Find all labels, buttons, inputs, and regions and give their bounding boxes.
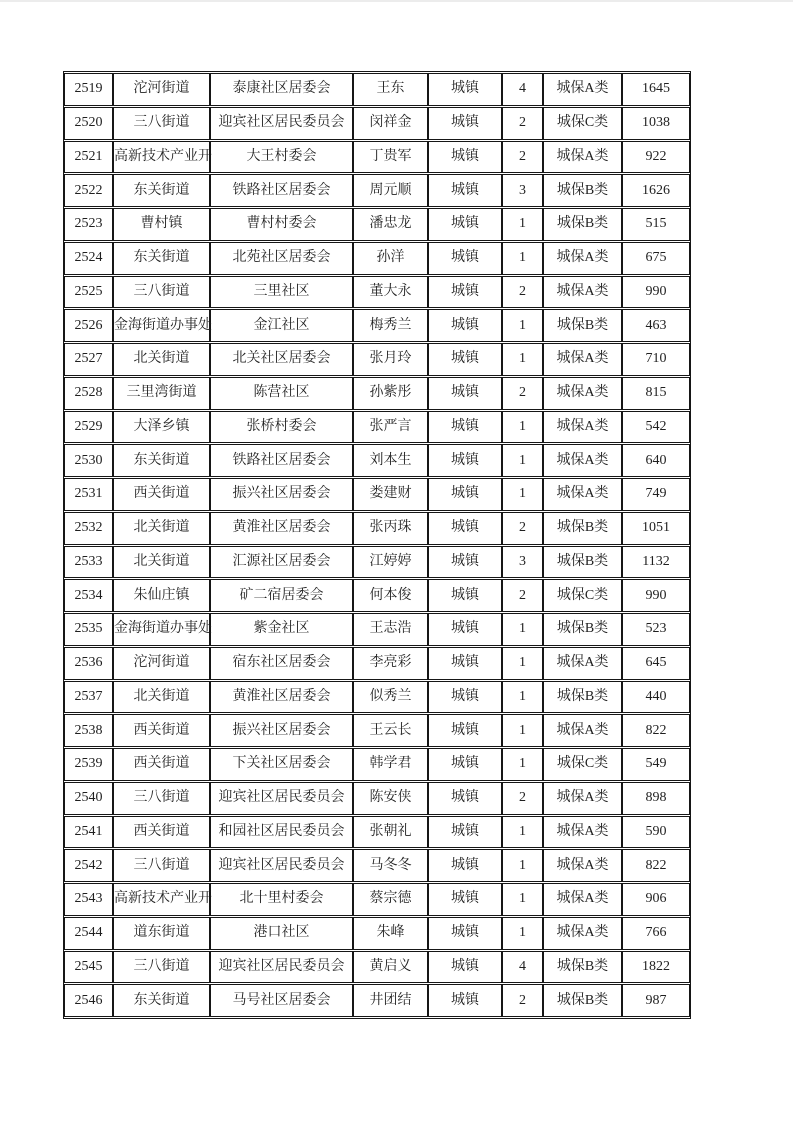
table-cell-count: 1 xyxy=(502,613,543,646)
table-cell-committee: 振兴社区居委会 xyxy=(210,714,353,747)
table-cell-id: 2545 xyxy=(64,951,113,984)
table-cell-id: 2526 xyxy=(64,309,113,342)
table-cell-category: 城保A类 xyxy=(543,73,622,106)
table-cell-street: 曹村镇 xyxy=(113,208,210,241)
table-cell-id: 2544 xyxy=(64,917,113,950)
table-cell-person: 王志浩 xyxy=(353,613,428,646)
table-cell-count: 2 xyxy=(502,512,543,545)
table-cell-amount: 645 xyxy=(622,647,690,680)
table-cell-street: 三八街道 xyxy=(113,849,210,882)
table-cell-hukou: 城镇 xyxy=(428,141,502,174)
table-cell-committee: 张桥村委会 xyxy=(210,411,353,444)
table-cell-committee: 和园社区居民委员会 xyxy=(210,816,353,849)
table-cell-person: 张严言 xyxy=(353,411,428,444)
table-cell-person: 孙紫彤 xyxy=(353,377,428,410)
table-cell-hukou: 城镇 xyxy=(428,951,502,984)
table-cell-id: 2519 xyxy=(64,73,113,106)
table-row xyxy=(64,816,690,849)
table-cell-person: 梅秀兰 xyxy=(353,309,428,342)
table-cell-amount: 542 xyxy=(622,411,690,444)
table-cell-person: 董大永 xyxy=(353,276,428,309)
table-cell-committee: 铁路社区居委会 xyxy=(210,174,353,207)
table-cell-committee: 陈营社区 xyxy=(210,377,353,410)
table-row xyxy=(64,849,690,882)
table-cell-category: 城保A类 xyxy=(543,647,622,680)
table-cell-person: 潘忠龙 xyxy=(353,208,428,241)
table-cell-committee: 三里社区 xyxy=(210,276,353,309)
table-cell-id: 2522 xyxy=(64,174,113,207)
table-cell-id: 2534 xyxy=(64,579,113,612)
table-cell-hukou: 城镇 xyxy=(428,73,502,106)
table-cell-street: 三八街道 xyxy=(113,782,210,815)
table-cell-person: 丁贵军 xyxy=(353,141,428,174)
table-cell-count: 1 xyxy=(502,917,543,950)
table-cell-count: 2 xyxy=(502,276,543,309)
table-cell-category: 城保B类 xyxy=(543,546,622,579)
table-row xyxy=(64,917,690,950)
table-cell-count: 2 xyxy=(502,107,543,140)
table-cell-amount: 906 xyxy=(622,883,690,916)
table-cell-hukou: 城镇 xyxy=(428,107,502,140)
table-cell-amount: 822 xyxy=(622,849,690,882)
table-cell-street: 大泽乡镇 xyxy=(113,411,210,444)
table-row xyxy=(64,309,690,342)
table-cell-person: 刘本生 xyxy=(353,444,428,477)
table-cell-count: 1 xyxy=(502,411,543,444)
table-cell-category: 城保B类 xyxy=(543,681,622,714)
table-cell-hukou: 城镇 xyxy=(428,849,502,882)
table-cell-category: 城保A类 xyxy=(543,444,622,477)
table-cell-person: 王东 xyxy=(353,73,428,106)
table-row xyxy=(64,647,690,680)
table-row xyxy=(64,984,690,1017)
table-cell-street: 西关街道 xyxy=(113,748,210,781)
table-cell-category: 城保B类 xyxy=(543,613,622,646)
table-row xyxy=(64,714,690,747)
table-cell-id: 2537 xyxy=(64,681,113,714)
table-cell-category: 城保B类 xyxy=(543,984,622,1017)
table-cell-count: 1 xyxy=(502,748,543,781)
table-cell-committee: 振兴社区居委会 xyxy=(210,478,353,511)
table-cell-count: 4 xyxy=(502,73,543,106)
table-cell-street: 北关街道 xyxy=(113,512,210,545)
table-cell-hukou: 城镇 xyxy=(428,613,502,646)
table-cell-amount: 1645 xyxy=(622,73,690,106)
table-cell-id: 2542 xyxy=(64,849,113,882)
table-cell-amount: 898 xyxy=(622,782,690,815)
table-cell-hukou: 城镇 xyxy=(428,208,502,241)
table-cell-hukou: 城镇 xyxy=(428,681,502,714)
table-cell-committee: 泰康社区居委会 xyxy=(210,73,353,106)
table-cell-person: 井团结 xyxy=(353,984,428,1017)
table-cell-street: 朱仙庄镇 xyxy=(113,579,210,612)
table-cell-committee: 马号社区居委会 xyxy=(210,984,353,1017)
table-cell-category: 城保B类 xyxy=(543,309,622,342)
table-cell-person: 张朝礼 xyxy=(353,816,428,849)
table-cell-committee: 迎宾社区居民委员会 xyxy=(210,782,353,815)
table-cell-committee: 黄淮社区居委会 xyxy=(210,681,353,714)
table-cell-street: 沱河街道 xyxy=(113,647,210,680)
table-cell-hukou: 城镇 xyxy=(428,984,502,1017)
table-cell-id: 2530 xyxy=(64,444,113,477)
table-cell-person: 似秀兰 xyxy=(353,681,428,714)
table-row xyxy=(64,883,690,916)
table-cell-count: 2 xyxy=(502,984,543,1017)
table-cell-amount: 987 xyxy=(622,984,690,1017)
table-cell-category: 城保A类 xyxy=(543,276,622,309)
table-cell-hukou: 城镇 xyxy=(428,512,502,545)
table-row xyxy=(64,613,690,646)
table-cell-amount: 590 xyxy=(622,816,690,849)
table-body xyxy=(64,73,690,1017)
table-cell-street: 三里湾街道 xyxy=(113,377,210,410)
table-cell-category: 城保C类 xyxy=(543,107,622,140)
table-cell-hukou: 城镇 xyxy=(428,816,502,849)
table-cell-person: 何本俊 xyxy=(353,579,428,612)
table-cell-id: 2533 xyxy=(64,546,113,579)
table-cell-id: 2543 xyxy=(64,883,113,916)
table-cell-category: 城保B类 xyxy=(543,951,622,984)
table-cell-category: 城保A类 xyxy=(543,343,622,376)
table-cell-person: 王云长 xyxy=(353,714,428,747)
table-cell-person: 江婷婷 xyxy=(353,546,428,579)
table-cell-street: 金海街道办事处 xyxy=(113,309,210,342)
table-cell-hukou: 城镇 xyxy=(428,174,502,207)
table-cell-committee: 黄淮社区居委会 xyxy=(210,512,353,545)
table-cell-amount: 922 xyxy=(622,141,690,174)
table-cell-hukou: 城镇 xyxy=(428,478,502,511)
table-cell-person: 李亮彩 xyxy=(353,647,428,680)
table-cell-street: 道东街道 xyxy=(113,917,210,950)
table-cell-count: 3 xyxy=(502,174,543,207)
table-cell-person: 闵祥金 xyxy=(353,107,428,140)
table-cell-hukou: 城镇 xyxy=(428,714,502,747)
table-cell-person: 娄建财 xyxy=(353,478,428,511)
table-cell-hukou: 城镇 xyxy=(428,276,502,309)
table-cell-hukou: 城镇 xyxy=(428,444,502,477)
table-cell-hukou: 城镇 xyxy=(428,411,502,444)
table-cell-category: 城保A类 xyxy=(543,883,622,916)
table-row xyxy=(64,782,690,815)
table-cell-committee: 金江社区 xyxy=(210,309,353,342)
table-cell-amount: 1132 xyxy=(622,546,690,579)
table-cell-person: 孙洋 xyxy=(353,242,428,275)
table-cell-street: 沱河街道 xyxy=(113,73,210,106)
table-cell-committee: 汇源社区居委会 xyxy=(210,546,353,579)
table-cell-amount: 815 xyxy=(622,377,690,410)
table-cell-street: 三八街道 xyxy=(113,951,210,984)
table-cell-street: 高新技术产业开 xyxy=(113,883,210,916)
table-row xyxy=(64,411,690,444)
table-cell-committee: 宿东社区居委会 xyxy=(210,647,353,680)
table-cell-street: 东关街道 xyxy=(113,242,210,275)
table-cell-count: 1 xyxy=(502,309,543,342)
table-cell-street: 东关街道 xyxy=(113,984,210,1017)
table-cell-amount: 766 xyxy=(622,917,690,950)
table-cell-street: 西关街道 xyxy=(113,478,210,511)
table-cell-street: 北关街道 xyxy=(113,546,210,579)
table-cell-count: 1 xyxy=(502,242,543,275)
table-cell-id: 2521 xyxy=(64,141,113,174)
table-cell-count: 1 xyxy=(502,816,543,849)
table-cell-amount: 549 xyxy=(622,748,690,781)
table-cell-committee: 迎宾社区居民委员会 xyxy=(210,107,353,140)
table-cell-category: 城保A类 xyxy=(543,411,622,444)
table-cell-amount: 515 xyxy=(622,208,690,241)
table-cell-id: 2529 xyxy=(64,411,113,444)
table-row xyxy=(64,276,690,309)
table-cell-hukou: 城镇 xyxy=(428,917,502,950)
table-cell-person: 张丙珠 xyxy=(353,512,428,545)
table-cell-count: 1 xyxy=(502,444,543,477)
table-cell-id: 2523 xyxy=(64,208,113,241)
table-cell-hukou: 城镇 xyxy=(428,647,502,680)
table-cell-person: 张月玲 xyxy=(353,343,428,376)
table-cell-hukou: 城镇 xyxy=(428,546,502,579)
table-cell-committee: 曹村村委会 xyxy=(210,208,353,241)
table-cell-count: 1 xyxy=(502,208,543,241)
table-cell-committee: 迎宾社区居民委员会 xyxy=(210,849,353,882)
table-cell-category: 城保B类 xyxy=(543,174,622,207)
table-cell-street: 高新技术产业开 xyxy=(113,141,210,174)
table-cell-count: 2 xyxy=(502,377,543,410)
table-cell-committee: 大王村委会 xyxy=(210,141,353,174)
table-cell-count: 1 xyxy=(502,343,543,376)
table-cell-street: 东关街道 xyxy=(113,444,210,477)
table-row xyxy=(64,681,690,714)
table-cell-committee: 港口社区 xyxy=(210,917,353,950)
page-top-edge xyxy=(0,0,793,2)
table-cell-amount: 710 xyxy=(622,343,690,376)
table-cell-count: 1 xyxy=(502,647,543,680)
table-cell-category: 城保A类 xyxy=(543,714,622,747)
benefits-table xyxy=(64,72,690,1018)
table-cell-person: 蔡宗德 xyxy=(353,883,428,916)
table-cell-count: 2 xyxy=(502,782,543,815)
table-cell-committee: 迎宾社区居民委员会 xyxy=(210,951,353,984)
table-cell-committee: 北十里村委会 xyxy=(210,883,353,916)
table-cell-street: 三八街道 xyxy=(113,107,210,140)
table-cell-committee: 下关社区居委会 xyxy=(210,748,353,781)
table-cell-id: 2546 xyxy=(64,984,113,1017)
table-cell-id: 2520 xyxy=(64,107,113,140)
table-cell-category: 城保A类 xyxy=(543,141,622,174)
table-cell-amount: 640 xyxy=(622,444,690,477)
table-cell-hukou: 城镇 xyxy=(428,242,502,275)
table-cell-street: 北关街道 xyxy=(113,681,210,714)
table-cell-street: 西关街道 xyxy=(113,714,210,747)
table-row xyxy=(64,343,690,376)
table-row xyxy=(64,579,690,612)
table-cell-amount: 822 xyxy=(622,714,690,747)
table-cell-amount: 1051 xyxy=(622,512,690,545)
table-row xyxy=(64,748,690,781)
table-cell-street: 金海街道办事处 xyxy=(113,613,210,646)
table-cell-street: 三八街道 xyxy=(113,276,210,309)
table-cell-id: 2539 xyxy=(64,748,113,781)
table-cell-street: 东关街道 xyxy=(113,174,210,207)
table-cell-count: 2 xyxy=(502,141,543,174)
table-cell-id: 2531 xyxy=(64,478,113,511)
table-cell-id: 2524 xyxy=(64,242,113,275)
table-cell-hukou: 城镇 xyxy=(428,343,502,376)
table-cell-person: 韩学君 xyxy=(353,748,428,781)
table-cell-category: 城保A类 xyxy=(543,377,622,410)
table-row xyxy=(64,107,690,140)
table-cell-count: 4 xyxy=(502,951,543,984)
table-cell-id: 2538 xyxy=(64,714,113,747)
table-cell-amount: 990 xyxy=(622,579,690,612)
table-row xyxy=(64,546,690,579)
table-cell-count: 1 xyxy=(502,478,543,511)
table-cell-id: 2527 xyxy=(64,343,113,376)
table-cell-street: 西关街道 xyxy=(113,816,210,849)
table-row xyxy=(64,208,690,241)
table-row xyxy=(64,73,690,106)
table-row xyxy=(64,951,690,984)
table-row xyxy=(64,478,690,511)
table-cell-category: 城保A类 xyxy=(543,816,622,849)
table-cell-hukou: 城镇 xyxy=(428,782,502,815)
table-cell-category: 城保A类 xyxy=(543,849,622,882)
table-cell-amount: 463 xyxy=(622,309,690,342)
table-cell-id: 2541 xyxy=(64,816,113,849)
table-cell-hukou: 城镇 xyxy=(428,748,502,781)
table-cell-amount: 990 xyxy=(622,276,690,309)
table-cell-id: 2525 xyxy=(64,276,113,309)
table-cell-amount: 1626 xyxy=(622,174,690,207)
table-cell-id: 2528 xyxy=(64,377,113,410)
table-row xyxy=(64,512,690,545)
table-cell-count: 3 xyxy=(502,546,543,579)
table-cell-amount: 749 xyxy=(622,478,690,511)
table-cell-count: 1 xyxy=(502,714,543,747)
table-cell-id: 2532 xyxy=(64,512,113,545)
table-cell-person: 马冬冬 xyxy=(353,849,428,882)
table-cell-category: 城保B类 xyxy=(543,208,622,241)
table-row xyxy=(64,444,690,477)
table-cell-amount: 440 xyxy=(622,681,690,714)
table-cell-id: 2535 xyxy=(64,613,113,646)
table-cell-committee: 北苑社区居委会 xyxy=(210,242,353,275)
table-cell-amount: 675 xyxy=(622,242,690,275)
table-cell-committee: 铁路社区居委会 xyxy=(210,444,353,477)
table-cell-category: 城保A类 xyxy=(543,782,622,815)
table-cell-count: 1 xyxy=(502,681,543,714)
table-cell-hukou: 城镇 xyxy=(428,579,502,612)
table-cell-committee: 矿二宿居委会 xyxy=(210,579,353,612)
table-cell-hukou: 城镇 xyxy=(428,309,502,342)
table-cell-amount: 523 xyxy=(622,613,690,646)
table-cell-person: 朱峰 xyxy=(353,917,428,950)
table-cell-category: 城保B类 xyxy=(543,512,622,545)
table-row xyxy=(64,242,690,275)
table-row xyxy=(64,174,690,207)
table-cell-count: 1 xyxy=(502,849,543,882)
table-row xyxy=(64,141,690,174)
table-cell-person: 黄启义 xyxy=(353,951,428,984)
table-cell-category: 城保A类 xyxy=(543,478,622,511)
table-cell-id: 2540 xyxy=(64,782,113,815)
table-border xyxy=(63,71,691,1019)
table-cell-count: 1 xyxy=(502,883,543,916)
table-cell-category: 城保A类 xyxy=(543,917,622,950)
table-cell-category: 城保C类 xyxy=(543,579,622,612)
table-cell-street: 北关街道 xyxy=(113,343,210,376)
table-row xyxy=(64,377,690,410)
table-cell-count: 2 xyxy=(502,579,543,612)
table-cell-hukou: 城镇 xyxy=(428,377,502,410)
table-cell-amount: 1038 xyxy=(622,107,690,140)
table-cell-category: 城保A类 xyxy=(543,242,622,275)
table-cell-category: 城保C类 xyxy=(543,748,622,781)
table-cell-hukou: 城镇 xyxy=(428,883,502,916)
table-cell-committee: 紫金社区 xyxy=(210,613,353,646)
table-cell-person: 周元顺 xyxy=(353,174,428,207)
table-cell-committee: 北关社区居委会 xyxy=(210,343,353,376)
table-cell-amount: 1822 xyxy=(622,951,690,984)
table-cell-id: 2536 xyxy=(64,647,113,680)
table-cell-person: 陈安侠 xyxy=(353,782,428,815)
